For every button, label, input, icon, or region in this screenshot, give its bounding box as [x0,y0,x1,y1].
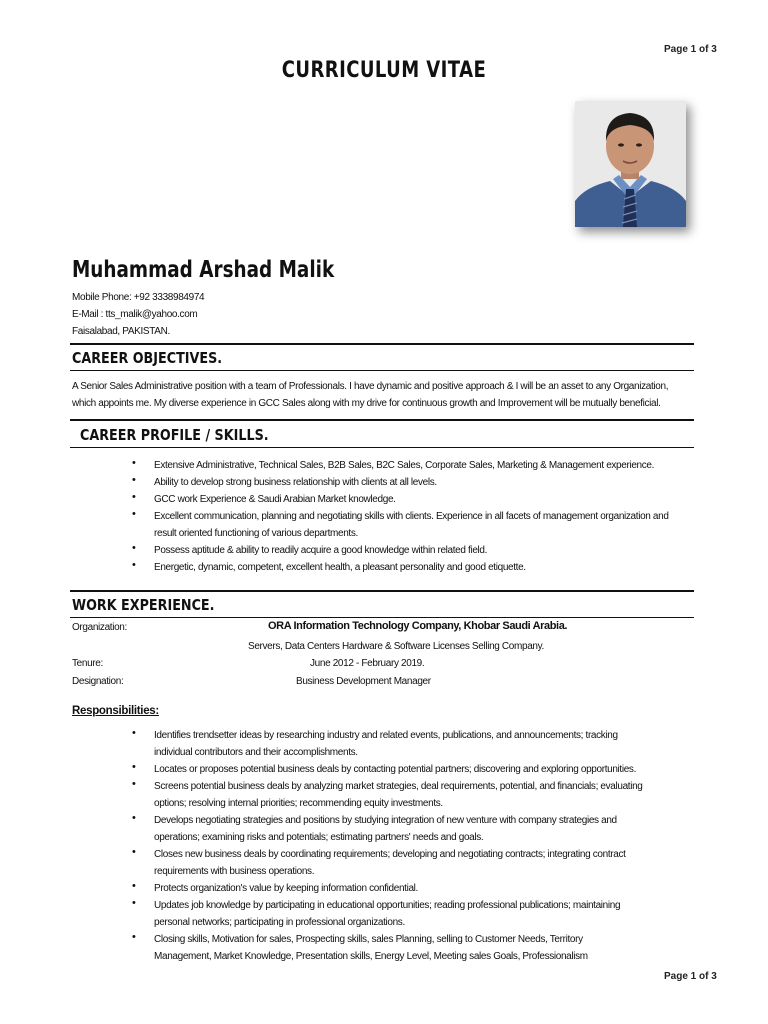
document-title: CURRICULUM VITAE [281,58,487,83]
tenure-value: June 2012 - February 2019. [310,658,425,669]
profile-photo [575,101,686,227]
section-rule [70,447,694,448]
list-item: • GCC work Experience & Saudi Arabian Market knowledge. [154,491,669,508]
responsibilities-list [154,727,643,965]
page-number-footer: Page 1 of 3 [664,971,717,982]
candidate-name: Muhammad Arshad Malik [72,257,335,283]
section-rule [70,617,694,618]
list-item: • Closing skills, Motivation for sales, Prospecting skills, sales Planning, selling to Customer Needs, Territory Management, Market Knowledge, Presentation skills, Energy Level, Meeting sales Goals, Professionalism [154,931,643,965]
list-item: • Excellent communication, planning and negotiating skills with clients. Experience in all facets of management organization and result oriented functioning of various departments. [154,508,669,542]
skills-list [154,457,669,576]
list-item: • Develops negotiating strategies and positions by studying integration of new venture with company strategies and operations; examining risks and potentials; estimating partners' needs and goals. [154,812,643,846]
list-item: • Extensive Administrative, Technical Sales, B2B Sales, B2C Sales, Corporate Sales, Marketing & Management experience. [154,457,669,474]
contact-mobile: Mobile Phone: +92 3338984974 [72,292,205,303]
organization-description: Servers, Data Centers Hardware & Software Licenses Selling Company. [248,641,544,652]
list-item: • Identifies trendsetter ideas by researching industry and related events, publications, and announcements; tracking individual contributors and their accomplishments. [154,727,643,761]
designation-label: Designation: [72,676,124,687]
organization-label: Organization: [72,622,127,633]
list-item: • Possess aptitude & ability to readily acquire a good knowledge within related field. [154,542,669,559]
objective-line: which appoints me. My diverse experience in GCC Sales along with my drive for continuous growth and Improvement will be mutually beneficial. [72,398,661,409]
section-rule [70,419,694,421]
objective-line: A Senior Sales Administrative position with a team of Professionals. I have dynamic and positive approach & I will be an asset to any Organization, [72,381,669,392]
responsibilities-heading: Responsibilities: [72,705,159,717]
section-rule [70,370,694,371]
section-rule [70,590,694,592]
contact-email: E-Mail : tts_malik@yahoo.com [72,309,198,320]
list-item: • Updates job knowledge by participating in educational opportunities; reading professional publications; maintaining personal networks; participating in professional organizations. [154,897,643,931]
work-experience-heading: WORK EXPERIENCE. [72,596,215,614]
contact-block [72,289,204,340]
page-number-header: Page 1 of 3 [664,44,717,55]
tenure-label: Tenure: [72,658,103,669]
list-item: • Locates or proposes potential business deals by contacting potential partners; discovering and exploring opportunities. [154,761,643,778]
list-item: • Screens potential business deals by analyzing market strategies, deal requirements, potential, and financials; evaluating options; resolving internal priorities; recommending equity investments. [154,778,643,812]
list-item: • Ability to develop strong business relationship with clients at all levels. [154,474,669,491]
person-portrait-icon [575,101,686,227]
contact-location: Faisalabad, PAKISTAN. [72,326,170,337]
designation-value: Business Development Manager [296,676,431,687]
list-item: • Protects organization's value by keeping information confidential. [154,880,643,897]
section-rule [70,343,694,345]
career-objectives-text [72,378,668,412]
career-profile-heading: CAREER PROFILE / SKILLS. [80,426,269,444]
career-objectives-heading: CAREER OBJECTIVES. [72,349,223,367]
list-item: • Energetic, dynamic, competent, excellent health, a pleasant personality and good etiquette. [154,559,669,576]
list-item: • Closes new business deals by coordinating requirements; developing and negotiating contracts; integrating contract requirements with business operations. [154,846,643,880]
organization-name: ORA Information Technology Company, Khobar Saudi Arabia. [268,620,568,632]
